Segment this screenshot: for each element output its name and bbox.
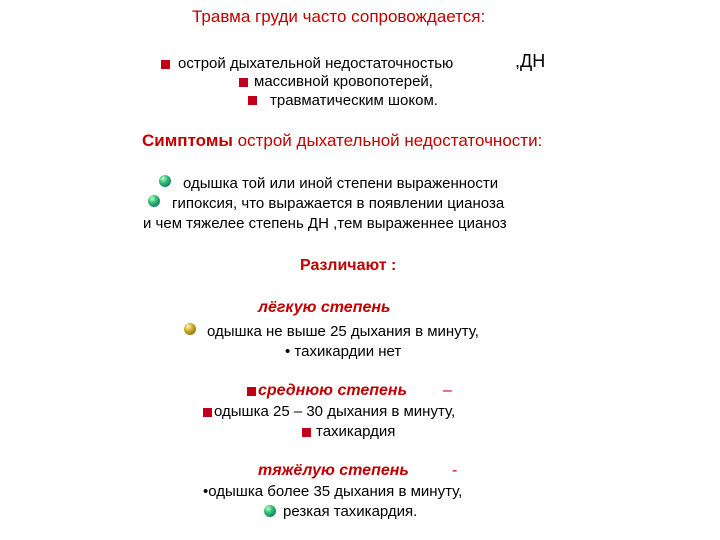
severe-line-2: резкая тахикардия. (283, 503, 418, 520)
red-square-icon (161, 60, 170, 69)
red-square-icon (302, 428, 311, 437)
complication-item-1: острой дыхательной недостаточностью (178, 55, 454, 72)
mild-line-1: одышка не выше 25 дыхания в минуту, (207, 323, 479, 340)
complication-abbr: ,ДН (515, 51, 546, 71)
page-title: Травма груди часто сопровождается: (192, 7, 486, 26)
complication-item-2: массивной кровопотерей, (254, 73, 433, 90)
symptom-line-1: одышка той или иной степени выраженности (183, 175, 499, 192)
moderate-heading: среднюю степень (258, 382, 408, 399)
distinguish-label: Различают : (300, 257, 397, 274)
red-square-icon (247, 387, 256, 396)
mild-heading: лёгкую степень (258, 299, 391, 316)
green-ball-icon (159, 175, 171, 187)
moderate-line-1: одышка 25 – 30 дыхания в минуту, (214, 403, 456, 420)
complication-item-3: травматическим шоком. (270, 92, 438, 109)
symptoms-heading-rest: острой дыхательной недостаточности: (232, 131, 543, 150)
green-ball-icon (148, 195, 160, 207)
olive-ball-icon (184, 323, 196, 335)
red-square-icon (248, 96, 257, 105)
red-square-icon (203, 408, 212, 417)
symptoms-heading (142, 132, 542, 149)
severe-heading: тяжёлую степень (258, 462, 409, 479)
red-square-icon (239, 78, 248, 87)
symptom-line-3: и чем тяжелее степень ДН ,тем выраженнее цианоз (143, 215, 507, 232)
green-ball-icon (264, 505, 276, 517)
symptoms-heading-bold: Симптомы (142, 131, 233, 150)
moderate-dash: – (443, 382, 452, 399)
mild-line-2: • тахикардии нет (285, 343, 402, 360)
moderate-line-2: тахикардия (316, 423, 396, 440)
severe-dash: - (452, 462, 458, 479)
severe-line-1: •одышка более 35 дыхания в минуту, (203, 483, 463, 500)
symptom-line-2: гипоксия, что выражается в появлении цианоза (172, 195, 505, 212)
